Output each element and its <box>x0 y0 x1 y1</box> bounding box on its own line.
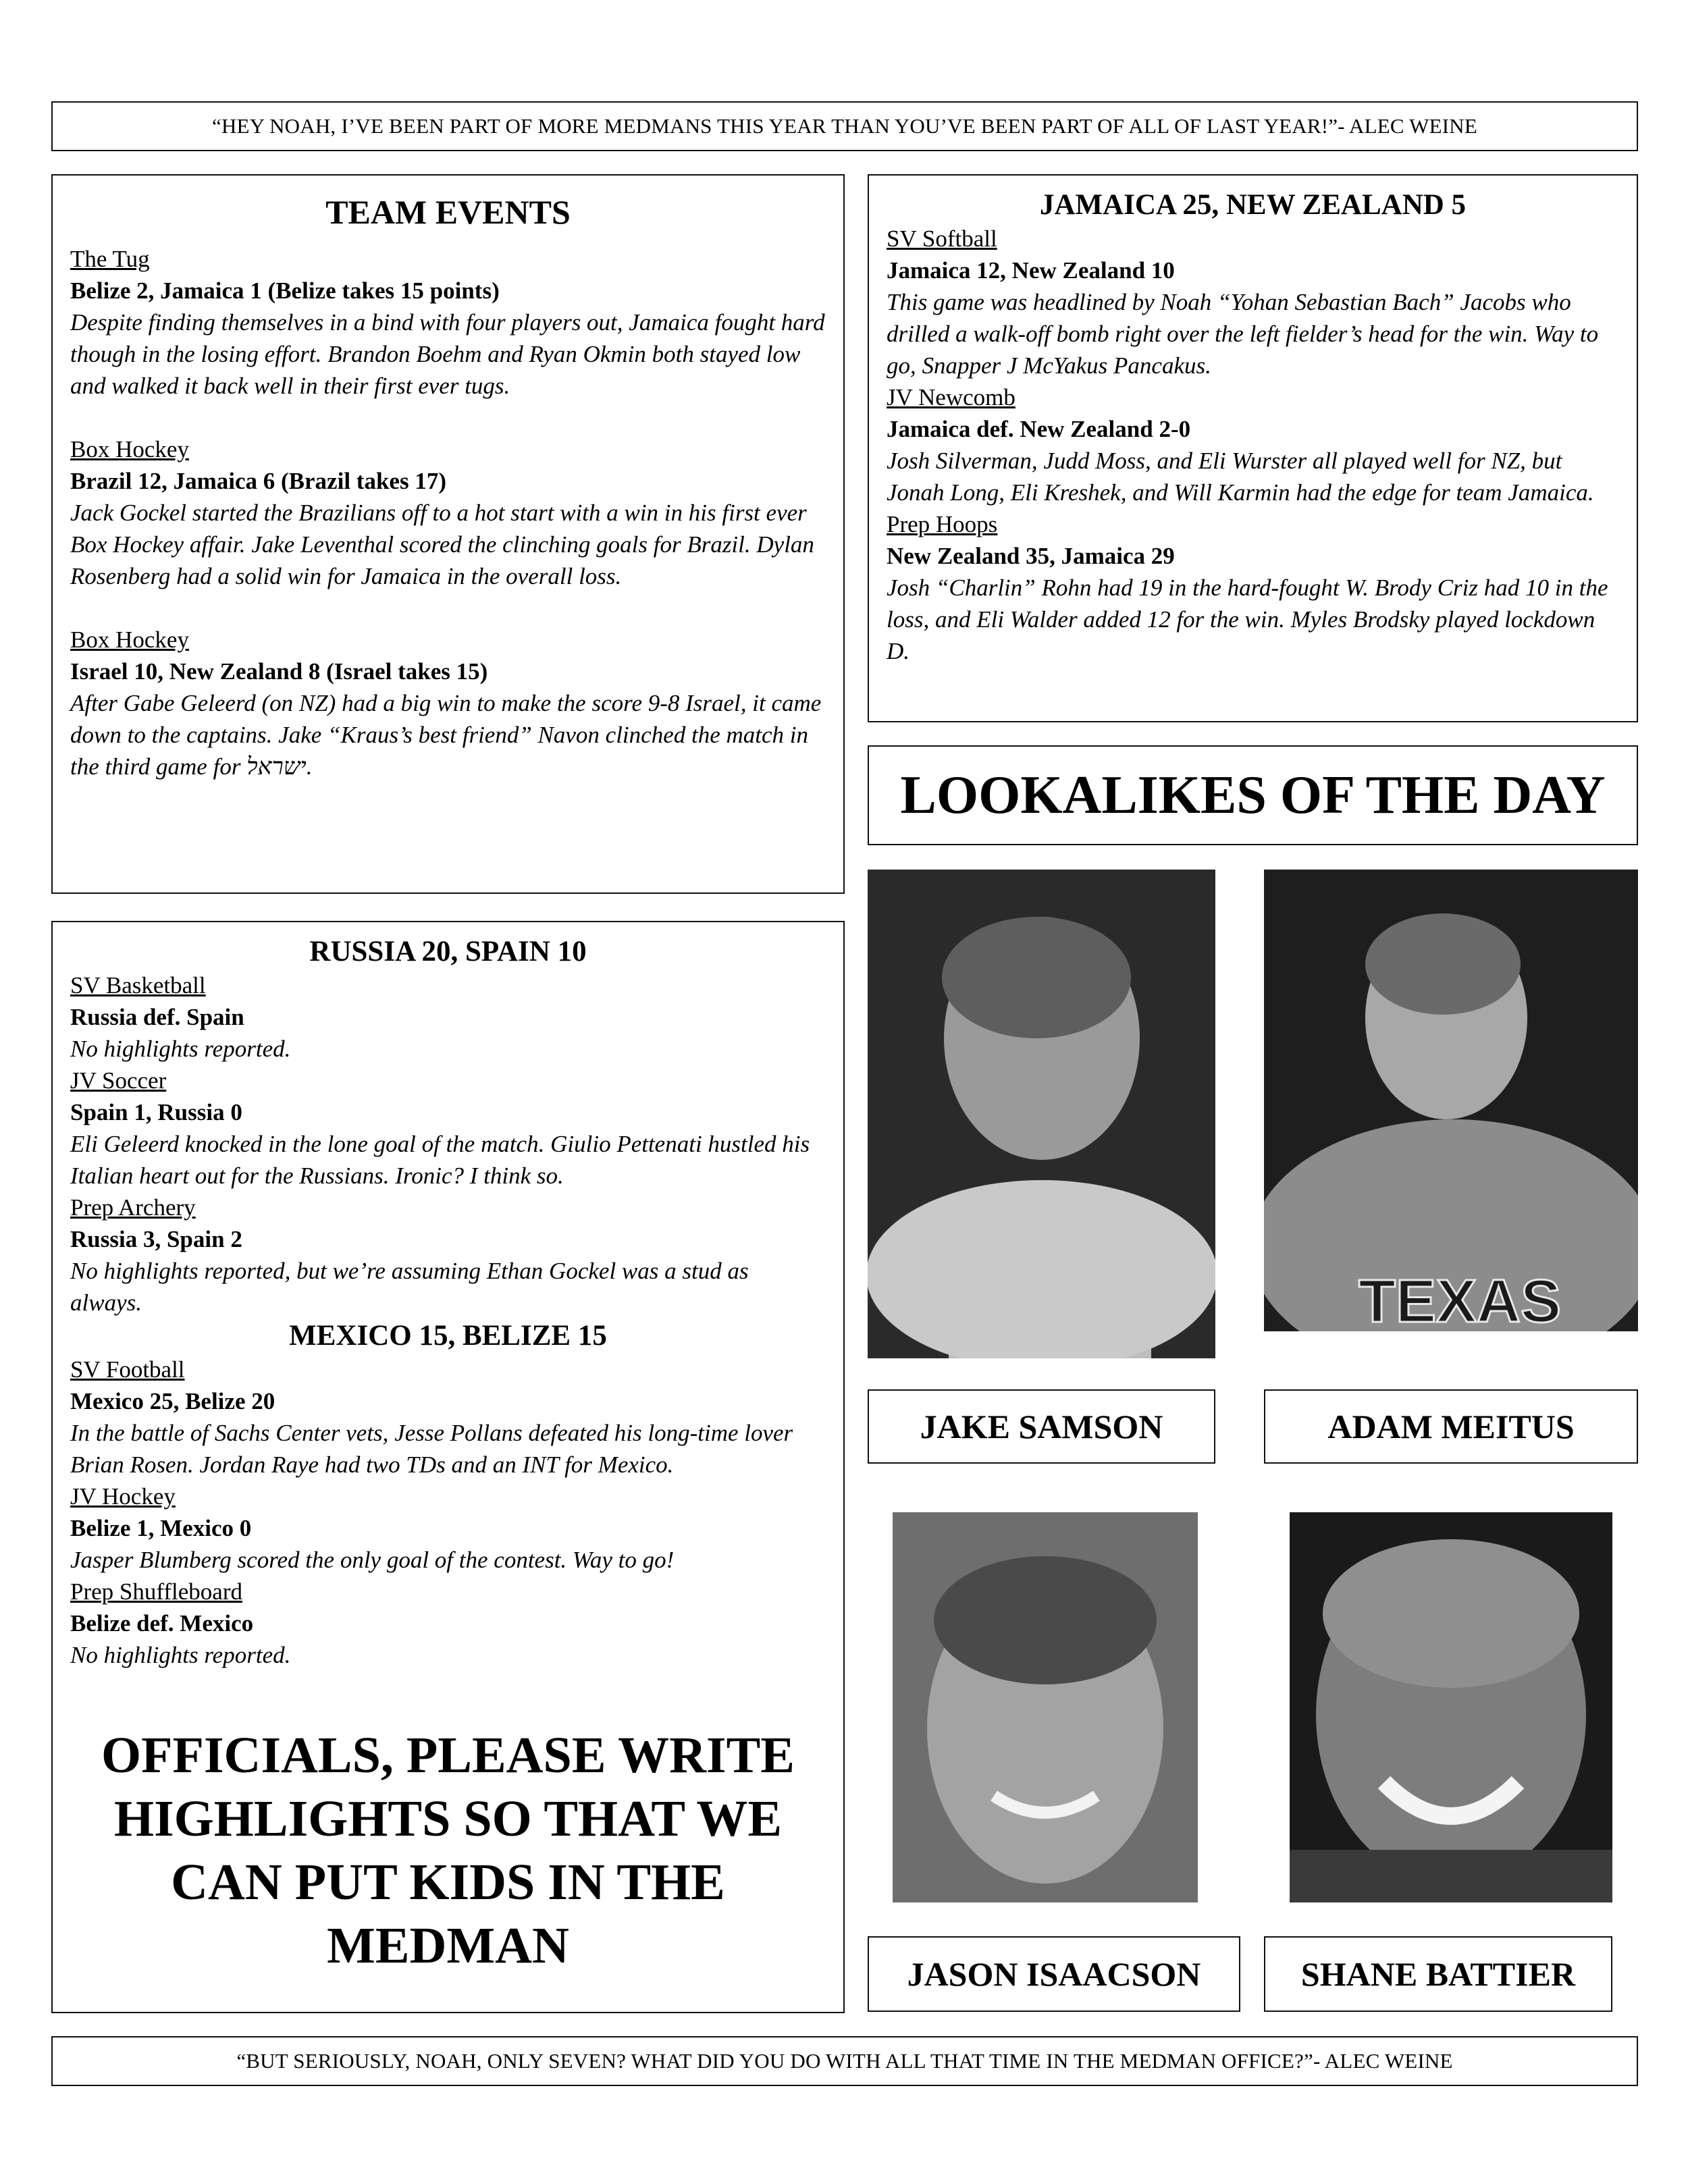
jamaica-nz-section <box>868 174 1638 722</box>
bottom-quote-box <box>51 2036 1638 2086</box>
name-shane-battier: SHANE BATTIER <box>1300 1955 1576 1993</box>
event-highlight: Josh “Charlin” Rohn had 19 in the hard-fought W. Brody Criz had 10 in the loss, and Eli Walder added 12 for the win. Myles Brodsky played lockdown D. <box>887 575 1608 664</box>
name-jake-samson: JAKE SAMSON <box>920 1408 1163 1445</box>
event-highlight: Jack Gockel started the Brazilians off to a hot start with a win in his first ever Box Hockey affair. Jake Leventhal scored the clinching goals for Brazil. Dylan Rosenberg had a solid win for Jamaica in the overall loss. <box>70 500 814 589</box>
event-highlight: After Gabe Geleerd (on NZ) had a big win to make the score 9-8 Israel, it came down to the captains. Jake “Kraus’s best friend” Navon clinched the match in the third game for ישראל. <box>70 690 822 780</box>
event-result: Brazil 12, Jamaica 6 (Brazil takes 17) <box>70 468 446 494</box>
game-block <box>70 1065 826 1192</box>
event-highlight: In the battle of Sachs Center vets, Jesse Pollans defeated his long-time lover Brian Rosen. Jordan Raye had two TDs and an INT for Mexico. <box>70 1420 793 1478</box>
event-category: JV Hockey <box>70 1483 176 1510</box>
name-box <box>1264 1936 1612 2012</box>
event-result: Jamaica def. New Zealand 2-0 <box>887 416 1191 442</box>
top-quote-box <box>51 101 1638 151</box>
event-result: Belize def. Mexico <box>70 1610 254 1636</box>
lookalikes-title-box <box>868 745 1638 845</box>
jamaica-nz-title: JAMAICA 25, NEW ZEALAND 5 <box>1039 189 1467 221</box>
mexico-belize-title: MEXICO 15, BELIZE 15 <box>289 1320 607 1352</box>
event-result: Belize 2, Jamaica 1 (Belize takes 15 points) <box>70 277 500 304</box>
event-result: New Zealand 35, Jamaica 29 <box>887 543 1175 569</box>
game-block <box>70 433 826 592</box>
event-category: SV Football <box>70 1356 185 1383</box>
event-category: Box Hockey <box>70 436 189 462</box>
event-result: Russia 3, Spain 2 <box>70 1226 242 1252</box>
russia-mexico-section <box>51 921 845 2013</box>
event-result: Russia def. Spain <box>70 1004 244 1030</box>
photo-adam-meitus <box>1264 870 1638 1331</box>
event-highlight: This game was headlined by Noah “Yohan Sebastian Bach” Jacobs who drilled a walk-off bomb right over the left fielder’s head for the win. Way to go, Snapper J McYakus Pancakus. <box>887 289 1599 379</box>
event-highlight: No highlights reported. <box>70 1642 291 1668</box>
event-category: Prep Hoops <box>887 511 998 537</box>
game-block <box>70 1481 826 1576</box>
officials-plea: OFFICIALS, PLEASE WRITE HIGHLIGHTS SO THAT WE CAN PUT KIDS IN THE MEDMAN <box>101 1727 795 1974</box>
event-category: Box Hockey <box>70 627 189 653</box>
team-events-section <box>51 174 845 894</box>
game-block <box>887 223 1619 381</box>
lookalikes-title: LOOKALIKES OF THE DAY <box>900 765 1606 825</box>
event-result: Jamaica 12, New Zealand 10 <box>887 257 1175 284</box>
event-highlight: Eli Geleerd knocked in the lone goal of the match. Giulio Pettenati hustled his Italian heart out for the Russians. Ironic? I think so. <box>70 1131 810 1189</box>
event-category: The Tug <box>70 246 150 272</box>
event-highlight: No highlights reported. <box>70 1036 291 1062</box>
top-quote: “HEY NOAH, I’VE BEEN PART OF MORE MEDMANS THIS YEAR THAN YOU’VE BEEN PART OF ALL OF LAST YEAR!”- ALEC WEINE <box>212 114 1477 138</box>
portrait-silhouette-icon <box>1290 1512 1612 1902</box>
event-highlight: Despite finding themselves in a bind with four players out, Jamaica fought hard though in the losing effort. Brandon Boehm and Ryan Okmin both stayed low and walked it back well in their first ever tugs. <box>70 309 825 399</box>
event-result: Mexico 25, Belize 20 <box>70 1388 275 1414</box>
game-block <box>70 1192 826 1319</box>
shirt-text: TEXAS <box>1358 1268 1562 1331</box>
event-category: Prep Archery <box>70 1194 196 1221</box>
photo-jason-isaacson <box>893 1512 1198 1902</box>
game-block <box>70 1576 826 1671</box>
event-highlight: Josh Silverman, Judd Moss, and Eli Wurster all played well for NZ, but Jonah Long, Eli Kreshek, and Will Karmin had the edge for team Jamaica. <box>887 448 1594 506</box>
portrait-silhouette-icon <box>868 870 1215 1358</box>
event-category: JV Newcomb <box>887 384 1016 410</box>
bottom-quote: “BUT SERIOUSLY, NOAH, ONLY SEVEN? WHAT DID YOU DO WITH ALL THAT TIME IN THE MEDMAN OFFICE?”- ALEC WEINE <box>236 2049 1453 2073</box>
russia-spain-title: RUSSIA 20, SPAIN 10 <box>309 936 587 967</box>
team-events-title: TEAM EVENTS <box>325 193 571 231</box>
portrait-silhouette-icon <box>1264 870 1638 1331</box>
event-category: Prep Shuffleboard <box>70 1578 242 1605</box>
name-box <box>868 1936 1240 2012</box>
game-block <box>70 624 826 782</box>
game-block <box>70 1354 826 1481</box>
name-box <box>1264 1389 1638 1464</box>
event-category: JV Soccer <box>70 1067 167 1094</box>
event-category: SV Basketball <box>70 972 206 998</box>
game-block <box>70 969 826 1065</box>
name-box <box>868 1389 1215 1464</box>
name-jason-isaacson: JASON ISAACSON <box>907 1955 1201 1993</box>
event-result: Belize 1, Mexico 0 <box>70 1515 252 1541</box>
game-block <box>887 381 1619 508</box>
event-highlight: Jasper Blumberg scored the only goal of the contest. Way to go! <box>70 1547 675 1573</box>
name-adam-meitus: ADAM MEITUS <box>1327 1408 1575 1445</box>
photo-shane-battier <box>1290 1512 1612 1902</box>
photo-jake-samson <box>868 870 1215 1358</box>
event-highlight: No highlights reported, but we’re assuming Ethan Gockel was a stud as always. <box>70 1258 749 1316</box>
event-result: Spain 1, Russia 0 <box>70 1099 242 1125</box>
game-block <box>70 243 826 402</box>
event-category: SV Softball <box>887 225 997 252</box>
game-block <box>887 508 1619 667</box>
event-result: Israel 10, New Zealand 8 (Israel takes 15) <box>70 658 488 685</box>
portrait-silhouette-icon <box>893 1512 1198 1902</box>
